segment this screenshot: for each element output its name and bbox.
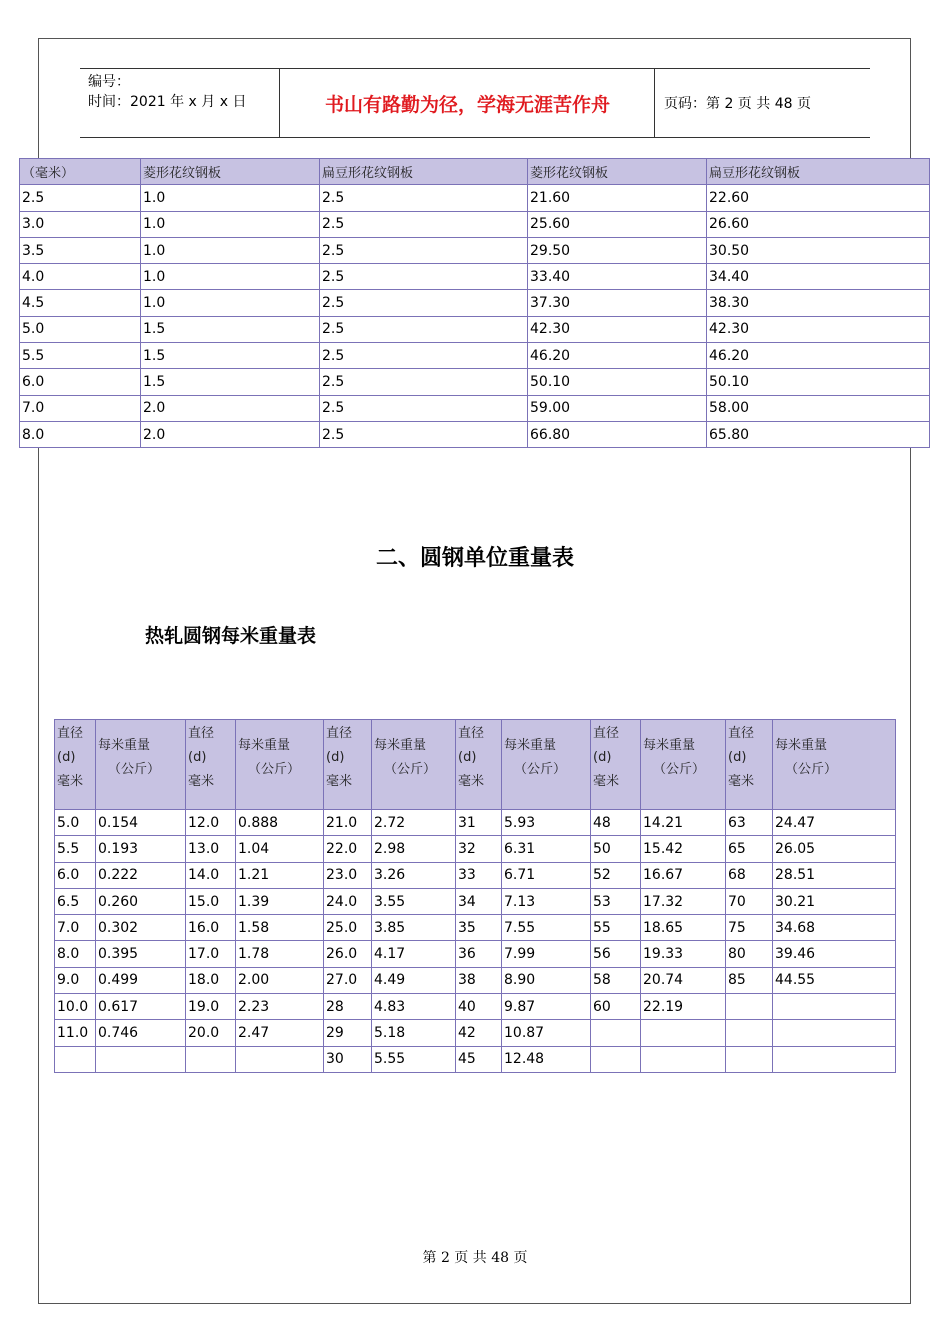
- table-cell: 21.60: [528, 185, 706, 210]
- table-cell: 5.5: [55, 836, 95, 861]
- table-cell: 3.85: [372, 915, 455, 940]
- table-cell: [236, 1047, 323, 1072]
- table-cell: 18.65: [641, 915, 725, 940]
- table-cell: 1.0: [141, 185, 319, 210]
- diameter-header-text: (d): [728, 750, 747, 765]
- table-cell: 45: [456, 1047, 501, 1072]
- table-cell: 5.18: [372, 1020, 455, 1045]
- table-cell: 39.46: [773, 941, 895, 966]
- table-cell: 34.40: [707, 264, 929, 289]
- table-cell: 48: [591, 810, 640, 835]
- table-cell: 68: [726, 863, 772, 888]
- diameter-header-text: (d): [57, 750, 76, 765]
- diameter-header-text: (d): [458, 750, 477, 765]
- weight-unit-text: （公斤）: [785, 762, 838, 777]
- diameter-header-text: 直径: [728, 726, 755, 741]
- table-cell: 4.83: [372, 994, 455, 1019]
- table-cell: 59.00: [528, 396, 706, 421]
- table-cell: 2.5: [320, 185, 527, 210]
- table-cell: 7.55: [502, 915, 590, 940]
- table-row: [55, 915, 895, 940]
- column-header: 扁豆形花纹钢板: [320, 159, 527, 184]
- table-cell: [186, 1047, 235, 1072]
- table-cell: 65.80: [707, 422, 929, 447]
- table-cell: 30: [324, 1047, 371, 1072]
- table-cell: 2.0: [141, 396, 319, 421]
- diameter-header-text: 毫米: [188, 774, 215, 789]
- column-header: 扁豆形花纹钢板: [707, 159, 929, 184]
- table-row: [20, 238, 929, 263]
- table-cell: 5.93: [502, 810, 590, 835]
- table-cell: 7.0: [20, 396, 140, 421]
- table-cell: 8.0: [20, 422, 140, 447]
- weight-unit-text: （公斤）: [514, 762, 567, 777]
- table-cell: 4.17: [372, 941, 455, 966]
- section-title: 二、圆钢单位重量表: [375, 545, 574, 571]
- table-cell: 34: [456, 889, 501, 914]
- table-row: [20, 343, 929, 368]
- table-cell: 3.26: [372, 863, 455, 888]
- table-cell: 30.50: [707, 238, 929, 263]
- table-cell: 8.0: [55, 941, 95, 966]
- table-cell: 53: [591, 889, 640, 914]
- table-cell: 0.222: [96, 863, 185, 888]
- table-row: [55, 1020, 895, 1045]
- table-cell: [96, 1047, 185, 1072]
- table-cell: 8.90: [502, 968, 590, 993]
- column-header: （毫米）: [20, 159, 140, 184]
- table-cell: 2.5: [320, 343, 527, 368]
- table-cell: 2.5: [320, 317, 527, 342]
- table-cell: 29: [324, 1020, 371, 1045]
- weight-header-text: 每米重量: [238, 738, 291, 753]
- diameter-header: [726, 720, 772, 809]
- diameter-header-text: (d): [188, 750, 207, 765]
- table-row: [20, 422, 929, 447]
- table-cell: 22.19: [641, 994, 725, 1019]
- table-cell: 38: [456, 968, 501, 993]
- weight-unit-text: （公斤）: [384, 762, 437, 777]
- table-cell: 32: [456, 836, 501, 861]
- table-cell: 4.0: [20, 264, 140, 289]
- table-cell: 5.5: [20, 343, 140, 368]
- table-cell: 0.499: [96, 968, 185, 993]
- table-cell: [773, 994, 895, 1019]
- table-cell: 2.5: [320, 290, 527, 315]
- table-cell: 10.87: [502, 1020, 590, 1045]
- table-row: [20, 212, 929, 237]
- weight-header-text: 每米重量: [775, 738, 828, 753]
- table-cell: 6.31: [502, 836, 590, 861]
- page-header: [80, 68, 870, 138]
- diameter-header: [55, 720, 95, 809]
- header-motto-cell: [281, 69, 655, 137]
- table-row: [55, 889, 895, 914]
- table-cell: 7.13: [502, 889, 590, 914]
- weight-header: [96, 720, 185, 809]
- table-row: [20, 185, 929, 210]
- column-header: 菱形花纹钢板: [141, 159, 319, 184]
- table-cell: 33: [456, 863, 501, 888]
- weight-header: [641, 720, 725, 809]
- table-cell: 15.42: [641, 836, 725, 861]
- table-cell: 0.154: [96, 810, 185, 835]
- table-cell: 50.10: [528, 369, 706, 394]
- table-cell: 16.67: [641, 863, 725, 888]
- weight-unit-text: （公斤）: [108, 762, 161, 777]
- table-row: [55, 810, 895, 835]
- table-cell: 0.888: [236, 810, 323, 835]
- table-cell: 3.5: [20, 238, 140, 263]
- table-cell: 16.0: [186, 915, 235, 940]
- table-cell: 80: [726, 941, 772, 966]
- table-cell: 20.74: [641, 968, 725, 993]
- table-cell: 2.0: [141, 422, 319, 447]
- table-cell: 28.51: [773, 863, 895, 888]
- header-page-cell: [655, 69, 870, 137]
- table-cell: 2.5: [320, 369, 527, 394]
- table-cell: 18.0: [186, 968, 235, 993]
- table-cell: 24.47: [773, 810, 895, 835]
- weight-header: [372, 720, 455, 809]
- table-cell: 14.21: [641, 810, 725, 835]
- table-row: [20, 369, 929, 394]
- table-cell: 65: [726, 836, 772, 861]
- diameter-header-text: (d): [326, 750, 345, 765]
- table-cell: 12.0: [186, 810, 235, 835]
- table-cell: [591, 1020, 640, 1045]
- table-cell: [55, 1047, 95, 1072]
- table-cell: 14.0: [186, 863, 235, 888]
- table-cell: 75: [726, 915, 772, 940]
- table-cell: 0.617: [96, 994, 185, 1019]
- table-cell: 63: [726, 810, 772, 835]
- table-cell: 7.99: [502, 941, 590, 966]
- table-cell: [591, 1047, 640, 1072]
- table-cell: 56: [591, 941, 640, 966]
- table-row: [55, 994, 895, 1019]
- table-cell: 27.0: [324, 968, 371, 993]
- table-cell: 26.05: [773, 836, 895, 861]
- diameter-header-text: 毫米: [57, 774, 84, 789]
- table-row: [20, 264, 929, 289]
- table-cell: 2.5: [320, 238, 527, 263]
- diameter-header-text: 直径: [458, 726, 485, 741]
- weight-header-text: 每米重量: [98, 738, 151, 753]
- table-cell: 1.0: [141, 290, 319, 315]
- table-cell: [726, 1020, 772, 1045]
- table-cell: 7.0: [55, 915, 95, 940]
- diameter-header-text: 毫米: [458, 774, 485, 789]
- table-cell: 42.30: [707, 317, 929, 342]
- table-title: 热轧圆钢每米重量表: [145, 625, 317, 647]
- diameter-header: [456, 720, 501, 809]
- weight-header-text: 每米重量: [643, 738, 696, 753]
- table-cell: 29.50: [528, 238, 706, 263]
- table-cell: 2.00: [236, 968, 323, 993]
- diameter-header-text: 直径: [326, 726, 353, 741]
- table-cell: 6.0: [55, 863, 95, 888]
- table-row: [20, 317, 929, 342]
- table-cell: 4.49: [372, 968, 455, 993]
- diameter-header-text: 毫米: [326, 774, 353, 789]
- table-cell: 31: [456, 810, 501, 835]
- table-cell: 70: [726, 889, 772, 914]
- table-cell: 1.5: [141, 317, 319, 342]
- table-cell: 60: [591, 994, 640, 1019]
- weight-header-text: 每米重量: [504, 738, 557, 753]
- table-cell: 1.39: [236, 889, 323, 914]
- table-cell: 40: [456, 994, 501, 1019]
- table-cell: 58.00: [707, 396, 929, 421]
- table-cell: 2.5: [320, 396, 527, 421]
- diameter-header-text: (d): [593, 750, 612, 765]
- table-cell: 26.0: [324, 941, 371, 966]
- table-cell: 17.0: [186, 941, 235, 966]
- table-cell: 5.0: [55, 810, 95, 835]
- table-cell: [726, 994, 772, 1019]
- table-cell: 19.0: [186, 994, 235, 1019]
- diameter-header-text: 毫米: [593, 774, 620, 789]
- table-cell: 1.0: [141, 238, 319, 263]
- diameter-header-text: 直径: [593, 726, 620, 741]
- table-cell: [773, 1020, 895, 1045]
- table-row: [20, 290, 929, 315]
- table-cell: 6.71: [502, 863, 590, 888]
- table-cell: 58: [591, 968, 640, 993]
- table-cell: 10.0: [55, 994, 95, 1019]
- table-cell: 38.30: [707, 290, 929, 315]
- table-cell: 37.30: [528, 290, 706, 315]
- table-cell: 1.0: [141, 212, 319, 237]
- table-cell: 1.0: [141, 264, 319, 289]
- table-cell: 44.55: [773, 968, 895, 993]
- weight-header-text: 每米重量: [374, 738, 427, 753]
- table-cell: 3.55: [372, 889, 455, 914]
- header-meta: [80, 69, 280, 137]
- table-cell: 1.04: [236, 836, 323, 861]
- table-row: [55, 968, 895, 993]
- table-row: [20, 396, 929, 421]
- table-cell: 2.47: [236, 1020, 323, 1045]
- motto: 书山有路勤为径，学海无涯苦作舟: [324, 93, 610, 116]
- table-cell: 36: [456, 941, 501, 966]
- table-row: [55, 836, 895, 861]
- table-cell: 2.72: [372, 810, 455, 835]
- table-row: [55, 863, 895, 888]
- diameter-header-text: 直径: [57, 726, 84, 741]
- round-steel-weight-table: [54, 719, 896, 1073]
- table-cell: [641, 1020, 725, 1045]
- table-cell: 5.0: [20, 317, 140, 342]
- table-cell: 66.80: [528, 422, 706, 447]
- table-cell: 42.30: [528, 317, 706, 342]
- table-cell: 2.5: [320, 212, 527, 237]
- table-header-row: [55, 720, 895, 809]
- table-cell: 1.5: [141, 343, 319, 368]
- table-cell: 30.21: [773, 889, 895, 914]
- table-cell: 22.60: [707, 185, 929, 210]
- table-cell: 5.55: [372, 1047, 455, 1072]
- table-cell: 55: [591, 915, 640, 940]
- table-cell: 19.33: [641, 941, 725, 966]
- weight-unit-text: （公斤）: [248, 762, 301, 777]
- table-cell: 0.302: [96, 915, 185, 940]
- table-cell: [773, 1047, 895, 1072]
- table-cell: 15.0: [186, 889, 235, 914]
- checkered-plate-weight-table: [19, 158, 930, 448]
- table-cell: 9.87: [502, 994, 590, 1019]
- table-cell: 22.0: [324, 836, 371, 861]
- table-cell: 35: [456, 915, 501, 940]
- table-cell: 2.23: [236, 994, 323, 1019]
- table-cell: 42: [456, 1020, 501, 1045]
- table-cell: 9.0: [55, 968, 95, 993]
- table-cell: [641, 1047, 725, 1072]
- table-cell: 13.0: [186, 836, 235, 861]
- diameter-header-text: 毫米: [728, 774, 755, 789]
- table-cell: 50.10: [707, 369, 929, 394]
- table-cell: 3.0: [20, 212, 140, 237]
- table-cell: 0.395: [96, 941, 185, 966]
- table-cell: 6.5: [55, 889, 95, 914]
- table-cell: 50: [591, 836, 640, 861]
- diameter-header: [591, 720, 640, 809]
- table-cell: 11.0: [55, 1020, 95, 1045]
- document-number: 编号：: [88, 74, 130, 90]
- table-cell: 24.0: [324, 889, 371, 914]
- table-cell: 2.5: [320, 422, 527, 447]
- column-header: 菱形花纹钢板: [528, 159, 706, 184]
- table-cell: 0.746: [96, 1020, 185, 1045]
- table-header-row: [20, 159, 929, 184]
- table-cell: 46.20: [528, 343, 706, 368]
- table-cell: 4.5: [20, 290, 140, 315]
- table-cell: 33.40: [528, 264, 706, 289]
- table-cell: 0.260: [96, 889, 185, 914]
- weight-unit-text: （公斤）: [653, 762, 706, 777]
- table-cell: 26.60: [707, 212, 929, 237]
- weight-header: [773, 720, 895, 809]
- table-cell: 52: [591, 863, 640, 888]
- table-cell: 1.5: [141, 369, 319, 394]
- table-cell: 2.98: [372, 836, 455, 861]
- table-cell: 25.0: [324, 915, 371, 940]
- table-cell: 46.20: [707, 343, 929, 368]
- diameter-header-text: 直径: [188, 726, 215, 741]
- table-cell: 0.193: [96, 836, 185, 861]
- page-indicator: 页码：第 2 页 共 48 页: [664, 96, 811, 112]
- table-row: [55, 941, 895, 966]
- table-cell: [726, 1047, 772, 1072]
- table-cell: 1.21: [236, 863, 323, 888]
- table-cell: 25.60: [528, 212, 706, 237]
- table-cell: 6.0: [20, 369, 140, 394]
- table-cell: 85: [726, 968, 772, 993]
- table-cell: 20.0: [186, 1020, 235, 1045]
- weight-header: [236, 720, 323, 809]
- table-cell: 2.5: [320, 264, 527, 289]
- table-cell: 21.0: [324, 810, 371, 835]
- table-cell: 17.32: [641, 889, 725, 914]
- table-cell: 34.68: [773, 915, 895, 940]
- table-cell: 1.58: [236, 915, 323, 940]
- document-date: 时间：2021 年 x 月 x 日: [88, 94, 247, 110]
- table-cell: 28: [324, 994, 371, 1019]
- table-cell: 2.5: [20, 185, 140, 210]
- table-cell: 1.78: [236, 941, 323, 966]
- page-footer: 第 2 页 共 48 页: [422, 1250, 528, 1266]
- diameter-header: [324, 720, 371, 809]
- table-cell: 23.0: [324, 863, 371, 888]
- table-row: [55, 1047, 895, 1072]
- diameter-header: [186, 720, 235, 809]
- weight-header: [502, 720, 590, 809]
- table-cell: 12.48: [502, 1047, 590, 1072]
